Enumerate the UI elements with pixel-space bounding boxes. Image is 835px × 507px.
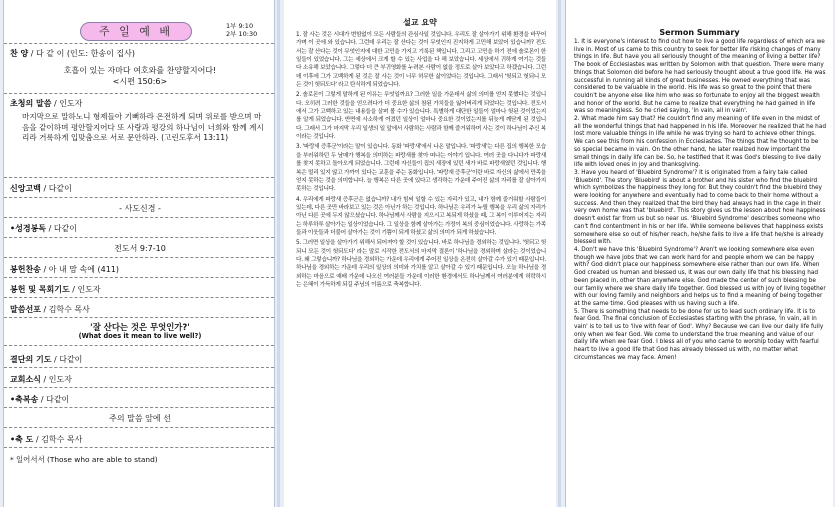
sermon-label: 말씀선포 <box>10 305 41 314</box>
doxology-leader: / 다같이 <box>40 395 70 404</box>
english-paragraph: 5. There is something that needs to be done for us to lead such ordinary life. It is to fear God. The final conclusion of Ecclesiastes starting with the phrase, 'in vain, all in vain' is to tell us to 'live with fear of God'. Why? Because we can live our daily life fully only when we fear God. We come to understand the true meaning and value of our daily life when we fear God. I bless all of you who came to worship today with fearful heart to live a good life that God has already blessed us with, no matter what circumstances we may face. Amen! <box>574 306 824 361</box>
reading-leader: / 다같이 <box>48 224 78 233</box>
korean-paragraph: 2. 솔로몬이 그렇게 말하게 된 이유는 무엇일까요? 그러한 일을 가운데서 삶의 의미를 얻지 못했다는 것입니다. 오히려 그러한 것들을 얻으려다가 더 중요한 삶의 참된 가치들을 잃어버리게 되었다는 것입니다. 전도서에서 그가 고백하고 있는 내용들을 살펴 볼 수가 있습니다. 특별하게 대단한 일들이 얼마나 헛된 것이었는지를 알게 되었습니다. 반면에 사소하게 여겼던 일상이 얼마나 중요한 것이었는지를 뒤늦게 깨닫게 된 것입니다. 그래서 그가 마지막 우리 일생의 일 앞에서 사람하는 사람과 함께 즐거워하며 사는 것이 하나님이 주신 복이라는 것입니다. <box>296 92 546 141</box>
creed-name: - 사도신경 - <box>4 198 274 218</box>
english-paragraph: 1. It is everyone's interest to find out how to live a good life regardless of which era we live in. Most of us came to this country to seek for better life risking changes of many things in life. But have you all seriously thought of the meaning of living a better life? The book of Ecclesiastes was written by Solomon with that question. There were many things that Solomon did before he had seriously thought about a true good life. He was successful in running all kinds of great businesses. He owned everything that was considered to be valuable in the world. His life was so great to the point that there couldn't be anyone else like him who was so fortunate to enjoy all the biggest wealth and honor of the world. But he came to realize that everything he had gained in life was so meaningless. So he cried saying, 'in vain, all in vain'. <box>574 37 826 115</box>
offering-label: 봉헌찬송 <box>10 265 41 274</box>
benediction-leader: / 김학수 목사 <box>35 435 83 444</box>
call-leader: / 인도자 <box>53 99 83 108</box>
sermon-row <box>4 298 274 318</box>
hymn-label: 찬 양 <box>10 49 29 58</box>
english-paragraph: 4. Don't we have this 'Bluebird Syndrome'? Aren't we looking somewhere else even though we have jobs that we can work hard for and people whom we can be happy with? God didn't place our happiness somewhere else rather than our own life. When God created us human and blessed us, it was our own daily life that his blessing had been placed in, other than anywhere else. God made the center of such blessing be our family where we share daily life together. God blessed us with joy of living together with our loving family and neighbors and helps us to find a meaning of being together at the same time. God pleases with us having such a life. <box>574 244 826 307</box>
korean-summary-title: 설교 요약 <box>403 18 437 27</box>
doxology-song: 주의 말씀 앞에 선 <box>4 408 274 428</box>
korean-paragraph: 4. 우리에게 파랑새 증후군은 없습니까? 내가 힘써 일할 수 있는 자리가 있고, 내가 함께 즐거워할 사람들이 있는데, 다른 곳만 바라보고 있는 것은 아닌가 하는 것입니다. 하나님은 우리가 누릴 행복을 우리 삶의 자리가 아닌 다른 곳에 두지 않으셨습니다. 하나님께서 사람을 지으시고 복되게 하셨을 때, 그 복이 이루어지는 자리는 하루하루 살아가는 일상이었습니다. 그 일상을 함께 살아가는 가정이 복의 중심이었습니다. 사랑하는 가족들과 이웃들과 더불어 살아가는 것이 기쁨이 되게 하셨고 삶의 의미가 되게 하셨습니다. <box>296 196 546 236</box>
korean-paragraph: 1. 잘 사는 것은 시대가 변함없이 모든 사람들의 관심사일 것입니다. 우리도 잘 살아가기 위해 환경을 바꾸어 가며 이 곳에 와 있습니다. 그런데 우리는 잘 산다는 것이 무엇인지 진지하게 고민해 보았어 있습니까? 전도서는 잘 산다는 것이 무엇인지에 대한 고민을 가지고 기록된 책입니다. 그리고 고민을 하기 전에 솔로몬이 한 일들이 있었습니다. 그는 세상에서 크게 할 수 있는 사업을 다 해 보았습니다. 세상에서 귀하게 여기는 것들 다 소유해 보았습니다. 그렇다 더 큰 부귀영화를 누려본 사람이 없을 정도로 살아 보았다고 하겠습니다. 그런데 이후에 그가 고백하게 된 것은 잘 사는 것이 너무 허무한 삶이었다는 것입니다. 그래서 '헛되고 헛되니 모든 것이 헛되도다' 라고 탄식하게 되었습니다. <box>296 32 546 89</box>
doxology-label: •축복송 <box>10 395 39 404</box>
creed-leader: / 다같이 <box>43 184 72 193</box>
sermon-leader: / 김학수 목사 <box>43 305 90 314</box>
first-service-time: 1부 9:10 <box>226 22 254 30</box>
prayer-leader: / 인도자 <box>72 285 101 294</box>
call-text: 마지막으로 말하노니 형제들아 기뻐하라 온전하게 되며 위로를 받으며 마음을 같이하며 평안할지어다 또 사랑과 평강의 하나님이 너희와 함께 계시리라 거룩하게 입맞춤으로 서로 문안하라. (고린도후서 13:11) <box>22 112 264 143</box>
news-label: 교회소식 <box>10 375 41 384</box>
reading-label: •성경봉독 <box>10 224 47 233</box>
news-leader: / 인도자 <box>43 375 72 384</box>
standing-note-row <box>4 448 274 470</box>
sermon-title: '잘 산다는 것은 무엇인가?' <box>90 322 190 332</box>
english-summary-page <box>565 0 833 507</box>
english-summary-title: Sermon Summary <box>659 28 740 37</box>
korean-paragraph: 5. 그러면 일상을 살아가기 위해서 되어져야 할 것이 있습니다. 바로 하나님을 경외하는 것입니다. '헛되고 헛되니 모든 것이 헛되도다' 라는 말로 시작한 전도서의 마지막 결론이 '하나님을 경외하며 살라는 것이었습니다. 왜 그렇습니까? 하나님을 경외하는 가운데 우리에게 주어진 일상을 온전히 살아갈 수가 있기 때문입니다. 하나님을 경외하는 가운데 우리의 일상의 의미와 가치를 알고 살아갈 수 있기 때문입니다. 오늘 하나님을 경외하는 마음으로 예배 가운데 나오신 여러분들 가운데 이러한 환경에서도 하나님께서 여러분에게 허락하시는 은혜이 가득하게 되길 주님의 이름으로 축복합니다. <box>296 240 546 288</box>
page-gap <box>277 0 280 507</box>
offering-leader: / 아 내 맘 속에 (411) <box>43 265 120 274</box>
closing-row <box>4 346 274 368</box>
prayer-row <box>4 278 274 298</box>
page-gap <box>558 0 561 507</box>
news-row <box>4 368 274 388</box>
english-paragraph: 2. What made him say that? He couldn't find any meaning of life even in the midst of all the wonderful things that had happened in his life. Moreover he realized that he had lost more valuable things in life while he was trying so hard to achieve other things. We can see this from his confession in Ecclesiastes. The things that he thought to be so special became in vain. On the other hand, he later realized how important the small things in daily life can be. So, he testified that it was God's blessing to live daily life with loved ones in joy and thanksgiving. <box>574 114 826 169</box>
doxology-row <box>4 388 274 408</box>
creed-label: 신앙고백 <box>10 184 41 193</box>
korean-paragraph: 3. '파랑새 증후군'이라는 말이 있습니다. 동화 '파랑새'에서 나온 말입니다. '파랑새'는 다른 집의 행복한 모습을 부러워하던 두 남매가 행복을 의미하는 파랑새를 찾아 떠나는 이야기 입니다. 여러 곳을 다니다가 파랑새를 찾지 못하고 돌아오게 되었습니다. 그런데 자신들이 집의 새장에 있던 새가 바로 파랑새였던 것입니다. 행복은 멀리 있지 않고 가까이 있다는 교훈을 주는 동화입니다. '파랑새 증후군'이란 바로 자신의 삶에서 만족을 얻지 못하는 것을 의미합니다. 늘 행복은 다른 곳에 있다고 생각하는 가운데 주어진 삶의 자리를 잘 살아가지 못하는 것입니다. <box>296 144 546 193</box>
korean-summary-page <box>284 0 556 507</box>
prayer-label: 봉헌 및 목회기도 <box>10 285 70 294</box>
benediction-row <box>4 428 274 448</box>
call-row <box>4 94 274 178</box>
sermon-title-english: (What does it mean to live well?) <box>78 332 202 340</box>
call-label: 초청의 말씀 <box>10 99 52 108</box>
korean-summary-body <box>284 31 556 289</box>
second-service-time: 2부 10:30 <box>226 30 258 38</box>
order-of-worship-page <box>3 0 275 507</box>
closing-label: 결단의 기도 <box>10 355 52 364</box>
english-summary-body <box>566 38 833 362</box>
closing-leader: / 다같이 <box>53 355 83 364</box>
reading-row <box>4 218 274 238</box>
creed-row <box>4 178 274 198</box>
benediction-label: •축 도 <box>10 435 34 444</box>
service-title: 주 일 예 배 <box>80 22 192 41</box>
standing-note: * 일어서서 (Those who are able to stand) <box>10 455 158 464</box>
reading-ref: 전도서 9:7-10 <box>4 238 274 258</box>
psalm-line: 호흡이 있는 자마다 여호와를 찬양할지어다! <box>63 66 217 75</box>
psalm-ref: <시편 150:6> <box>112 77 168 86</box>
service-header <box>4 0 274 44</box>
service-times <box>226 22 257 38</box>
hymn-row <box>4 44 274 94</box>
english-paragraph: 3. Have you heard of 'Bluebird Syndrome'? It is originated from a fairy tale called 'Bluebird'. The story 'Bluebird' is about a brother and his sister who find the bluebird which symbolizes the happiness they long for. But they couldn't find the bluebird they were looking for anywhere and eventually had to come back to their home without a success. And then they realized that the bird they had always had in the cage in their very own home was that 'bluebird'. This story gives us the lesson about how happiness doesn't exist far from us but so near us. 'Bluebird Syndrome' describes someone who can't find contentment in his or her life. While someone believes that happiness exists somewhere else so out of his/her reach, he/she fails to live a life that he/she is already blessed with. <box>574 167 826 246</box>
hymn-leader: / 다 같 이 (인도: 한송이 집사) <box>30 49 135 58</box>
offering-row <box>4 258 274 278</box>
sermon-title-row <box>4 318 274 346</box>
